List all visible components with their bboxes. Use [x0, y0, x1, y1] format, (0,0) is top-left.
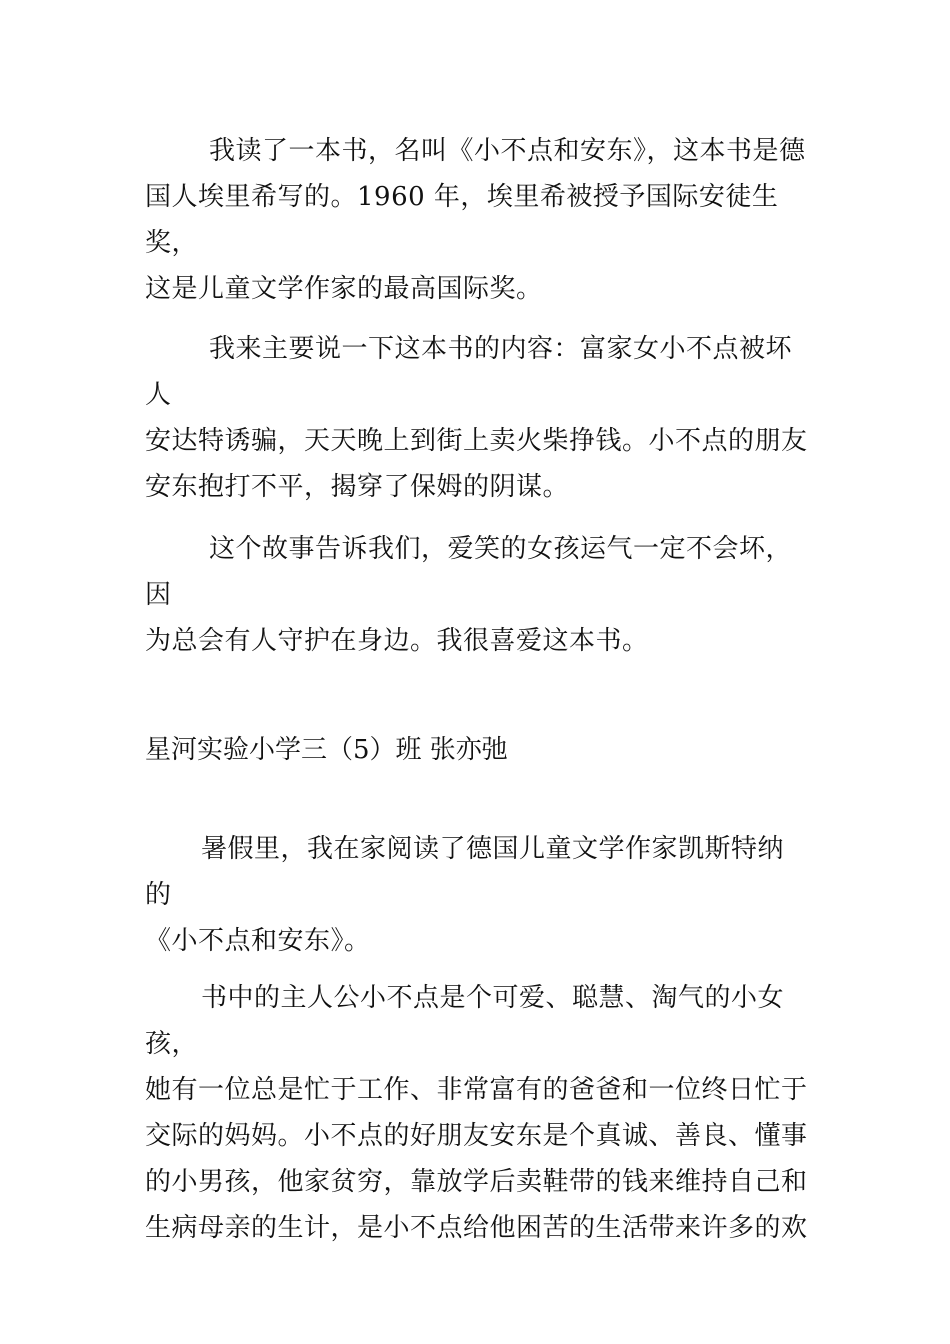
- paragraph-summer-reading: 暑假里，我在家阅读了德国儿童文学作家凯斯特纳的 《小不点和安东》。: [145, 834, 785, 956]
- author-signature: 星河实验小学三（5）班 张亦弛: [145, 735, 508, 765]
- paragraph-book-content: 我来主要说一下这本书的内容：富家女小不点被坏人 安达特诱骗，天天晚上到街上卖火柴挣钱。小不点的朋友 安东抱打不平，揭穿了保姆的阴谋。: [145, 334, 808, 502]
- paragraph-book-intro: 我读了一本书，名叫《小不点和安东》，这本书是德 国人埃里希写的。1960 年，埃里希被授予国际安徒生奖， 这是儿童文学作家的最高国际奖。: [145, 136, 806, 304]
- paragraph-book-lesson: 这个故事告诉我们，爱笑的女孩运气一定不会坏，因 为总会有人守护在身边。我很喜爱这本书。: [145, 534, 793, 656]
- paragraph-main-characters: 书中的主人公小不点是个可爱、聪慧、淘气的小女孩， 她有一位总是忙于工作、非常富有的爸爸和一位终日忙于 交际的妈妈。小不点的好朋友安东是个真诚、善良、懂事 的小男孩，他家贫穷，靠放学后卖鞋带的钱来维持自己和 生病母亲的生计，是小不点给他困苦的生活带来许多的欢: [145, 983, 808, 1243]
